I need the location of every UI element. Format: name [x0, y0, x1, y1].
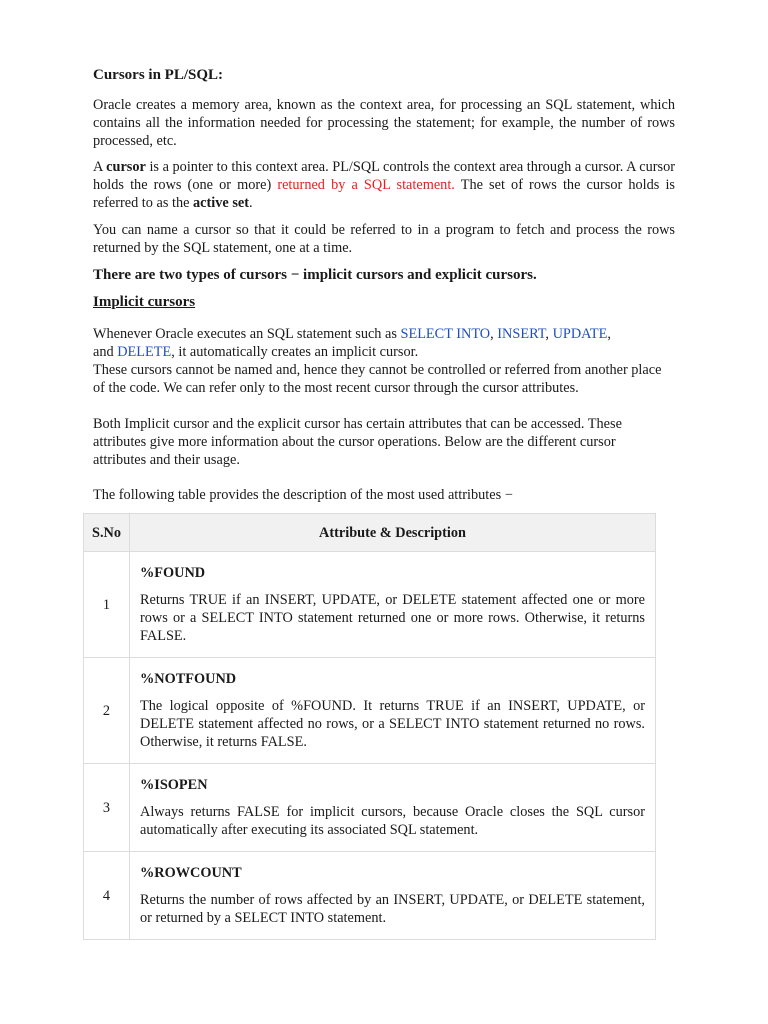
text-span: and	[93, 344, 118, 360]
table-intro: The following table provides the description of the most used attributes −	[93, 487, 513, 503]
row-description-cell	[130, 764, 656, 852]
table-header-row	[84, 514, 656, 552]
attributes-table	[83, 513, 656, 940]
text-span: ,	[545, 326, 553, 342]
row-number: 1	[84, 552, 130, 658]
attribute-name: %ISOPEN	[140, 777, 208, 793]
text-span: A	[93, 159, 107, 175]
page-title: Cursors in PL/SQL:	[93, 67, 224, 83]
highlighted-phrase: returned by a SQL statement.	[277, 177, 455, 193]
table-row	[84, 852, 656, 940]
attribute-name: %ROWCOUNT	[140, 865, 242, 881]
text-span: These cursors cannot be named and, hence they cannot be controlled or referred from another place of the code. We can refer only to the most recent cursor through the cursor attributes.	[93, 362, 662, 396]
text-span: ,	[490, 326, 498, 342]
text-span: is a pointer to this context area. PL/SQL controls the context area through a cursor. A cursor holds the rows (one or more)	[93, 159, 675, 193]
attribute-description: The logical opposite of %FOUND. It returns TRUE if an INSERT, UPDATE, or DELETE statement affected no rows, or a SELECT INTO statement returned no rows. Otherwise, it returns FALSE.	[140, 698, 645, 750]
row-description-cell	[130, 658, 656, 764]
text-span: Whenever Oracle executes an SQL statement such as	[93, 326, 401, 342]
attributes-paragraph: Both Implicit cursor and the explicit cursor has certain attributes that can be accessed. These attributes give more information about the cursor operations. Below are the different cursor attributes and their usage.	[93, 416, 622, 468]
row-number: 4	[84, 852, 130, 940]
row-description-cell	[130, 552, 656, 658]
table-row	[84, 658, 656, 764]
text-span: The set of rows the cursor holds is referred to as the	[93, 177, 675, 211]
table-row	[84, 552, 656, 658]
insert-keyword: INSERT	[497, 326, 546, 342]
table-row	[84, 764, 656, 852]
cursor-types-heading: There are two types of cursors − implicit cursors and explicit cursors.	[93, 267, 537, 283]
implicit-paragraph-1	[93, 325, 675, 397]
update-keyword: UPDATE	[552, 326, 608, 342]
cursor-definition-paragraph	[93, 158, 675, 212]
attribute-description: Returns the number of rows affected by an INSERT, UPDATE, or DELETE statement, or returned by a SELECT INTO statement.	[140, 892, 645, 926]
implicit-cursors-heading: Implicit cursors	[93, 294, 196, 310]
attribute-name: %NOTFOUND	[140, 671, 237, 687]
row-number: 2	[84, 658, 130, 764]
attribute-description: Always returns FALSE for implicit cursors, because Oracle closes the SQL cursor automatically after executing its associated SQL statement.	[140, 804, 645, 838]
delete-keyword: DELETE	[117, 344, 172, 360]
intro-paragraph: Oracle creates a memory area, known as the context area, for processing an SQL statement, which contains all the information needed for processing the statement; for example, the number of rows processed, etc.	[93, 97, 675, 149]
header-attribute-description: Attribute & Description	[130, 514, 656, 552]
text-span: .	[249, 195, 253, 211]
attribute-description: Returns TRUE if an INSERT, UPDATE, or DELETE statement affected one or more rows or a SELECT INTO statement returned one or more rows. Otherwise, it returns FALSE.	[140, 592, 645, 644]
header-sno: S.No	[84, 514, 130, 552]
text-span: ,	[607, 326, 611, 342]
select-into-keyword: SELECT INTO	[400, 326, 491, 342]
row-number: 3	[84, 764, 130, 852]
active-set-term: active set	[193, 195, 249, 211]
cursor-term: cursor	[106, 159, 146, 175]
row-description-cell	[130, 852, 656, 940]
text-span: , it automatically creates an implicit cursor.	[171, 344, 419, 360]
attribute-name: %FOUND	[140, 565, 206, 581]
naming-paragraph: You can name a cursor so that it could be referred to in a program to fetch and process the rows returned by the SQL statement, one at a time.	[93, 222, 675, 256]
